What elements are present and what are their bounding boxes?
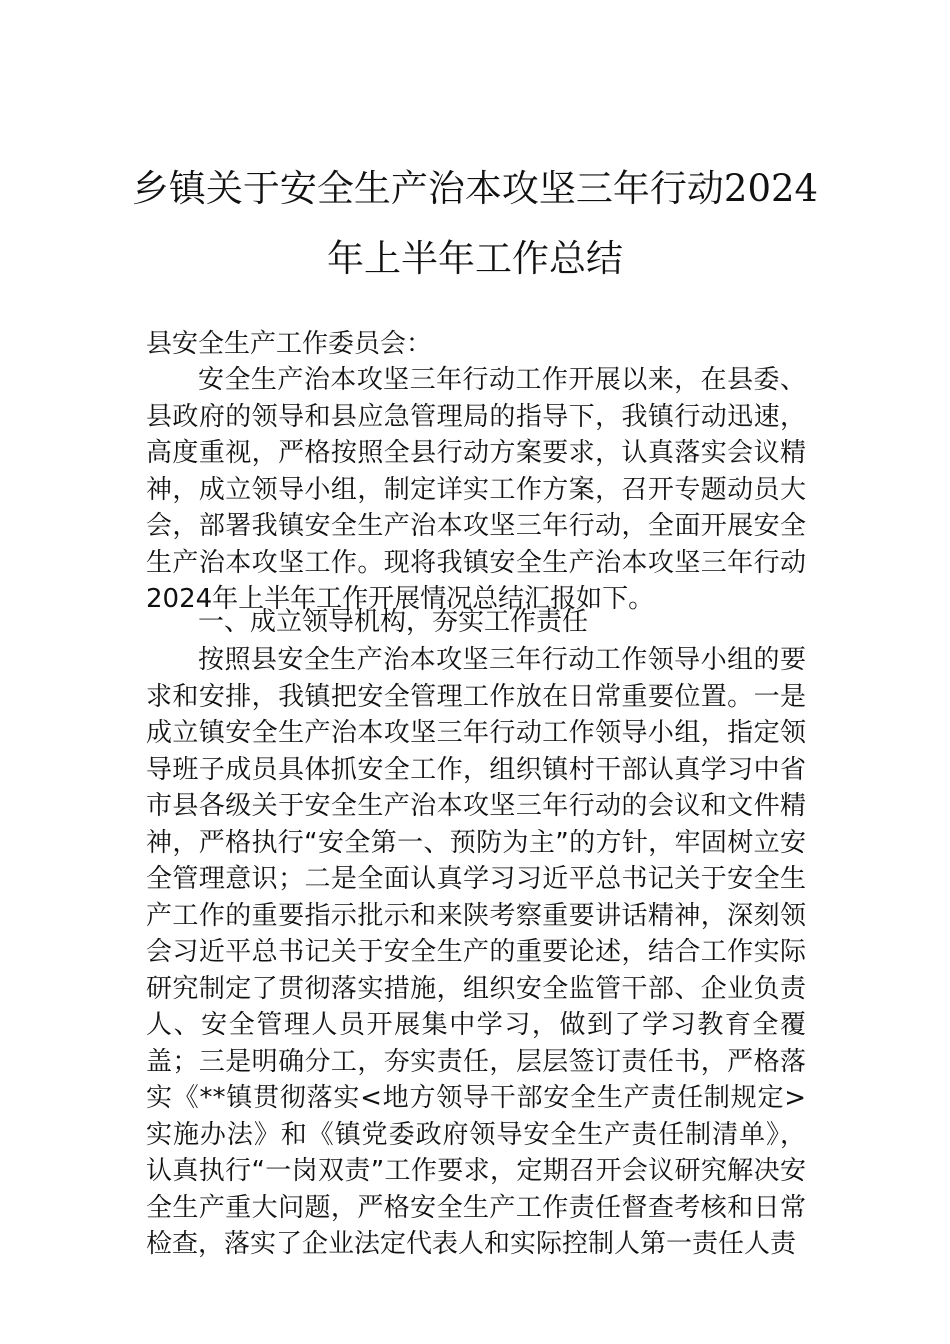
- document-title-line-2: 年上半年工作总结: [327, 237, 623, 280]
- document-title-line-1: 乡镇关于安全生产治本攻坚三年行动2024: [131, 167, 819, 210]
- section-heading-1: 一、成立领导机构，夯实工作责任: [198, 607, 589, 637]
- paragraph-section-1: 按照县安全生产治本攻坚三年行动工作领导小组的要求和安排，我镇把安全管理工作放在日常重要位置。一是成立镇安全生产治本攻坚三年行动工作领导小组，指定领导班子成员具体抓安全工作，组织镇村干部认真学习中省市县各级关于安全生产治本攻坚三年行动的会议和文件精神，严格执行“安全第一、预防为主”的方针，牢固树立安全管理意识；二是全面认真学习习近平总书记关于安全生产工作的重要指示批示和来陕考察重要讲话精神，深刻领会习近平总书记关于安全生产的重要论述，结合工作实际研究制定了贯彻落实措施，组织安全监管干部、企业负责人、安全管理人员开展集中学习，做到了学习教育全覆盖；三是明确分工，夯实责任，层层签订责任书，严格落实《**镇贯彻落实<地方领导干部安全生产责任制规定>实施办法》和《镇党委政府领导安全生产责任制清单》，认真执行“一岗双责”工作要求，定期召开会议研究解决安全生产重大问题，严格安全生产工作责任督查考核和日常检查，落实了企业法定代表人和实际控制人第一责任人责: [146, 645, 806, 1259]
- salutation: 县安全生产工作委员会：: [146, 329, 433, 359]
- paragraph-intro: 安全生产治本攻坚三年行动工作开展以来，在县委、县政府的领导和县应急管理局的指导下，我镇行动迅速，高度重视，严格按照全县行动方案要求，认真落实会议精神，成立领导小组，制定详实工作方案，召开专题动员大会，部署我镇安全生产治本攻坚三年行动，全面开展安全生产治本攻坚工作。现将我镇安全生产治本攻坚三年行动2024年上半年工作开展情况总结汇报如下。: [146, 365, 806, 614]
